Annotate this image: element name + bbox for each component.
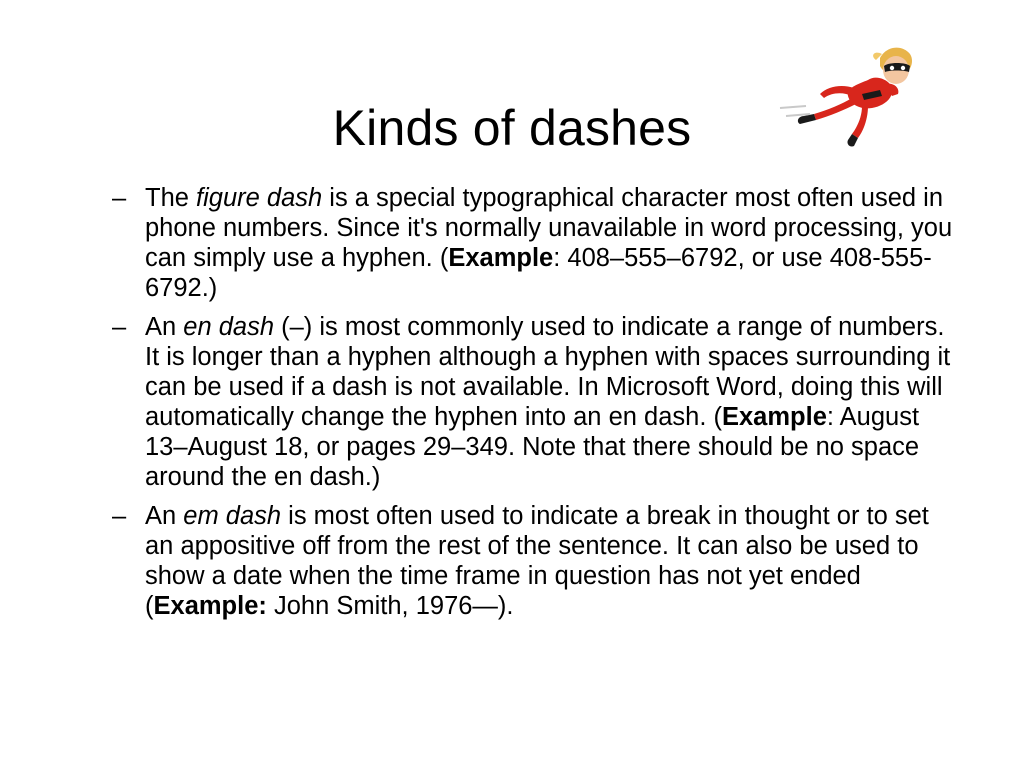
bullet-list: [112, 183, 962, 630]
slide-title: Kinds of dashes: [332, 99, 692, 156]
bold-text: Example: [448, 244, 554, 272]
body-text: is most often used to indicate a break in thought or to set an appositive off from the rest of the sentence. It can also be used to show a date when the time frame in question has not yet ended (: [145, 502, 929, 620]
body-text: (–) is most commonly used to indicate a range of numbers. It is longer than a hyphen although a hyphen with spaces surrounding it can be used if a dash is not available. In Microsoft Word, doing this will automatically change the hyphen into an en dash. (: [145, 313, 951, 431]
bullet-marker: –: [112, 184, 127, 212]
bold-text: Example: [721, 403, 827, 431]
bullet-item: [112, 501, 962, 621]
body-text: An: [145, 502, 184, 530]
term-text: figure dash: [196, 184, 323, 212]
bullet-item: [112, 312, 962, 492]
body-text: John Smith, 1976—).: [266, 592, 514, 620]
term-text: en dash: [183, 313, 275, 341]
body-text: An: [145, 313, 184, 341]
flying-red-suit-hero-icon: [776, 44, 916, 150]
body-text: : August 13–August 18, or pages 29–349. Note that there should be no space around the en dash.): [145, 403, 920, 491]
body-text: : 408‒555‒6792, or use 408-555-6792.): [145, 244, 932, 302]
bullet-marker: –: [112, 313, 127, 341]
bold-text: Example:: [153, 592, 267, 620]
bullet-item: [112, 183, 962, 303]
term-text: em dash: [183, 502, 282, 530]
bullet-marker: –: [112, 502, 127, 530]
body-text: is a special typographical character most often used in phone numbers. Since it's normally unavailable in word processing, you can simply use a hyphen. (: [145, 184, 953, 272]
body-text: The: [145, 184, 197, 212]
